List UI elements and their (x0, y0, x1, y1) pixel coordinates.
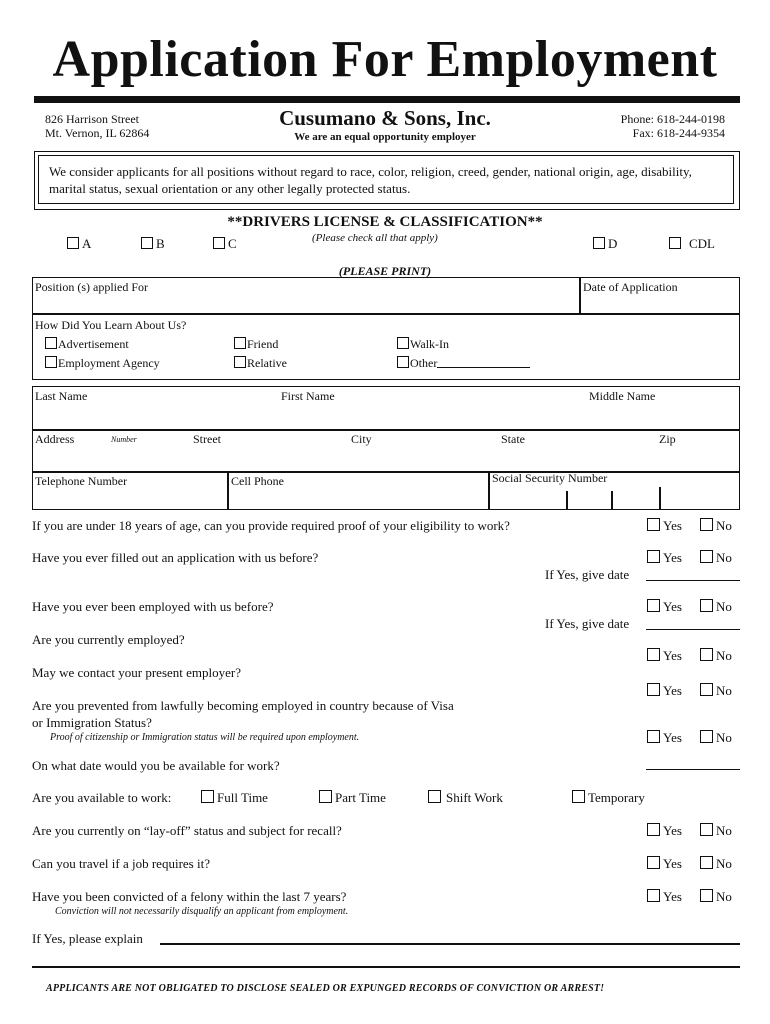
work-shift[interactable]: Shift Work (428, 790, 503, 806)
available-date-line[interactable] (646, 769, 740, 770)
page-title: Application For Employment (52, 31, 718, 88)
middle-name-label: Middle Name (589, 389, 656, 403)
other-input-line[interactable] (437, 367, 530, 368)
license-option-cdl[interactable]: CDL (669, 236, 715, 252)
q-available-for: Are you available to work: (32, 790, 172, 805)
checkbox[interactable] (572, 790, 585, 803)
phone: Phone: 618-244-0198 (620, 112, 725, 126)
checkbox[interactable] (700, 683, 713, 696)
please-print: (PLEASE PRINT) (338, 264, 432, 278)
no-option[interactable]: No (700, 648, 732, 664)
q-under18: If you are under 18 years of age, can you provide required proof of your eligibility to work? (32, 518, 510, 533)
checkbox[interactable] (647, 730, 660, 743)
checkbox[interactable] (45, 337, 57, 349)
work-temporary[interactable]: Temporary (572, 790, 645, 806)
first-name-label: First Name (281, 389, 335, 403)
checkbox[interactable] (234, 337, 246, 349)
checkbox[interactable] (700, 518, 713, 531)
q-contact-employer: May we contact your present employer? (32, 665, 242, 680)
q-travel: Can you travel if a job requires it? (32, 856, 210, 871)
license-heading: **DRIVERS LICENSE & CLASSIFICATION** (227, 214, 543, 230)
no-option[interactable]: No (700, 683, 732, 699)
yes-option[interactable]: Yes (647, 518, 682, 534)
checkbox[interactable] (700, 730, 713, 743)
eeo-tagline: We are an equal opportunity employer (294, 131, 476, 143)
q-currently-employed: Are you currently employed? (32, 632, 185, 647)
no-option[interactable]: No (700, 550, 732, 566)
checkbox[interactable] (593, 237, 605, 249)
date-of-application-label: Date of Application (583, 280, 678, 294)
yes-option[interactable]: Yes (647, 599, 682, 615)
license-option-c[interactable]: C (213, 236, 237, 252)
checkbox[interactable] (45, 356, 57, 368)
checkbox[interactable] (647, 550, 660, 563)
license-option-d[interactable]: D (593, 236, 617, 252)
no-option[interactable]: No (700, 856, 732, 872)
checkbox[interactable] (700, 856, 713, 869)
position-box (32, 277, 740, 314)
personal-info-box (32, 386, 740, 510)
visa-note: Proof of citizenship or Immigration status will be required upon employment. (50, 732, 360, 743)
last-name-label: Last Name (35, 389, 88, 403)
checkbox[interactable] (647, 823, 660, 836)
street-label: Street (193, 432, 221, 446)
no-option[interactable]: No (700, 889, 732, 905)
q-filled-before: Have you ever filled out an application with us before? (32, 550, 319, 565)
felony-note: Conviction will not necessarily disqualify an applicant from employment. (55, 906, 349, 917)
yes-option[interactable]: Yes (647, 889, 682, 905)
license-option-b[interactable]: B (141, 236, 165, 252)
footer-notice: APPLICANTS ARE NOT OBLIGATED TO DISCLOSE SEALED OR EXPUNGED RECORDS OF CONVICTION OR ARREST! (46, 983, 605, 994)
address-label: Address (35, 432, 75, 446)
fax: Fax: 618-244-9354 (632, 126, 725, 140)
yes-option[interactable]: Yes (647, 730, 682, 746)
date-input-line[interactable] (646, 629, 740, 630)
explain-label: If Yes, please explain (32, 931, 143, 946)
checkbox[interactable] (700, 889, 713, 902)
if-yes-date-label: If Yes, give date (545, 567, 630, 582)
checkbox[interactable] (647, 856, 660, 869)
yes-option[interactable]: Yes (647, 550, 682, 566)
source-walk-in[interactable]: Walk-In (397, 337, 449, 352)
yes-option[interactable]: Yes (647, 683, 682, 699)
q-available-date: On what date would you be available for work? (32, 758, 280, 773)
checkbox[interactable] (647, 518, 660, 531)
position-label: Position (s) applied For (35, 280, 148, 294)
q-layoff: Are you currently on “lay-off” status and subject for recall? (32, 823, 342, 838)
eeo-statement: We consider applicants for all positions without regard to race, color, religion, creed, gender, national origin, age, disability, marital status, sexual orientation or any other legally protected status. (49, 164, 692, 196)
address-line-1: 826 Harrison Street (45, 112, 139, 126)
work-part-time[interactable]: Part Time (319, 790, 386, 806)
source-relative[interactable]: Relative (234, 356, 287, 371)
telephone-label: Telephone Number (35, 474, 128, 488)
checkbox[interactable] (700, 599, 713, 612)
license-hint: (Please check all that apply) (312, 232, 438, 244)
checkbox[interactable] (213, 237, 225, 249)
checkbox[interactable] (141, 237, 153, 249)
ssn-label: Social Security Number (492, 471, 608, 485)
checkbox[interactable] (647, 648, 660, 661)
checkbox[interactable] (700, 823, 713, 836)
checkbox[interactable] (647, 889, 660, 902)
source-advertisement[interactable]: Advertisement (45, 337, 129, 352)
source-employment-agency[interactable]: Employment Agency (45, 356, 160, 371)
if-yes-date-label: If Yes, give date (545, 616, 630, 631)
yes-option[interactable]: Yes (647, 856, 682, 872)
q-visa-line1: Are you prevented from lawfully becoming employed in country because of Visa (32, 698, 454, 713)
checkbox[interactable] (669, 237, 681, 249)
license-option-a[interactable]: A (67, 236, 91, 252)
checkbox[interactable] (428, 790, 441, 803)
checkbox[interactable] (397, 356, 409, 368)
checkbox[interactable] (319, 790, 332, 803)
yes-option[interactable]: Yes (647, 823, 682, 839)
no-option[interactable]: No (700, 599, 732, 615)
number-label: Number (111, 435, 137, 444)
q-employed-before: Have you ever been employed with us before? (32, 599, 274, 614)
city-label: City (351, 432, 372, 446)
yes-option[interactable]: Yes (647, 648, 682, 664)
source-friend[interactable]: Friend (234, 337, 278, 352)
work-full-time[interactable]: Full Time (201, 790, 268, 806)
checkbox[interactable] (647, 599, 660, 612)
company-name: Cusumano & Sons, Inc. (279, 106, 491, 130)
address-line-2: Mt. Vernon, IL 62864 (45, 126, 150, 140)
source-other[interactable]: Other (397, 356, 530, 371)
no-option[interactable]: No (700, 518, 732, 534)
checkbox[interactable] (647, 683, 660, 696)
no-option[interactable]: No (700, 730, 732, 746)
checkbox[interactable] (700, 648, 713, 661)
explain-input-line-2[interactable] (32, 966, 740, 968)
q-felony: Have you been convicted of a felony within the last 7 years? (32, 889, 347, 904)
cell-phone-label: Cell Phone (231, 474, 284, 488)
title-rule (34, 96, 740, 103)
checkbox[interactable] (234, 356, 246, 368)
date-input-line[interactable] (646, 580, 740, 581)
zip-label: Zip (659, 432, 676, 446)
checkbox[interactable] (700, 550, 713, 563)
q-visa-line2: or Immigration Status? (32, 715, 152, 730)
checkbox[interactable] (201, 790, 214, 803)
state-label: State (501, 432, 525, 446)
checkbox[interactable] (67, 237, 79, 249)
no-option[interactable]: No (700, 823, 732, 839)
checkbox[interactable] (397, 337, 409, 349)
source-box (32, 314, 740, 380)
learn-about-label: How Did You Learn About Us? (35, 318, 187, 332)
eeo-box (34, 151, 740, 210)
explain-input-line[interactable] (160, 943, 740, 945)
